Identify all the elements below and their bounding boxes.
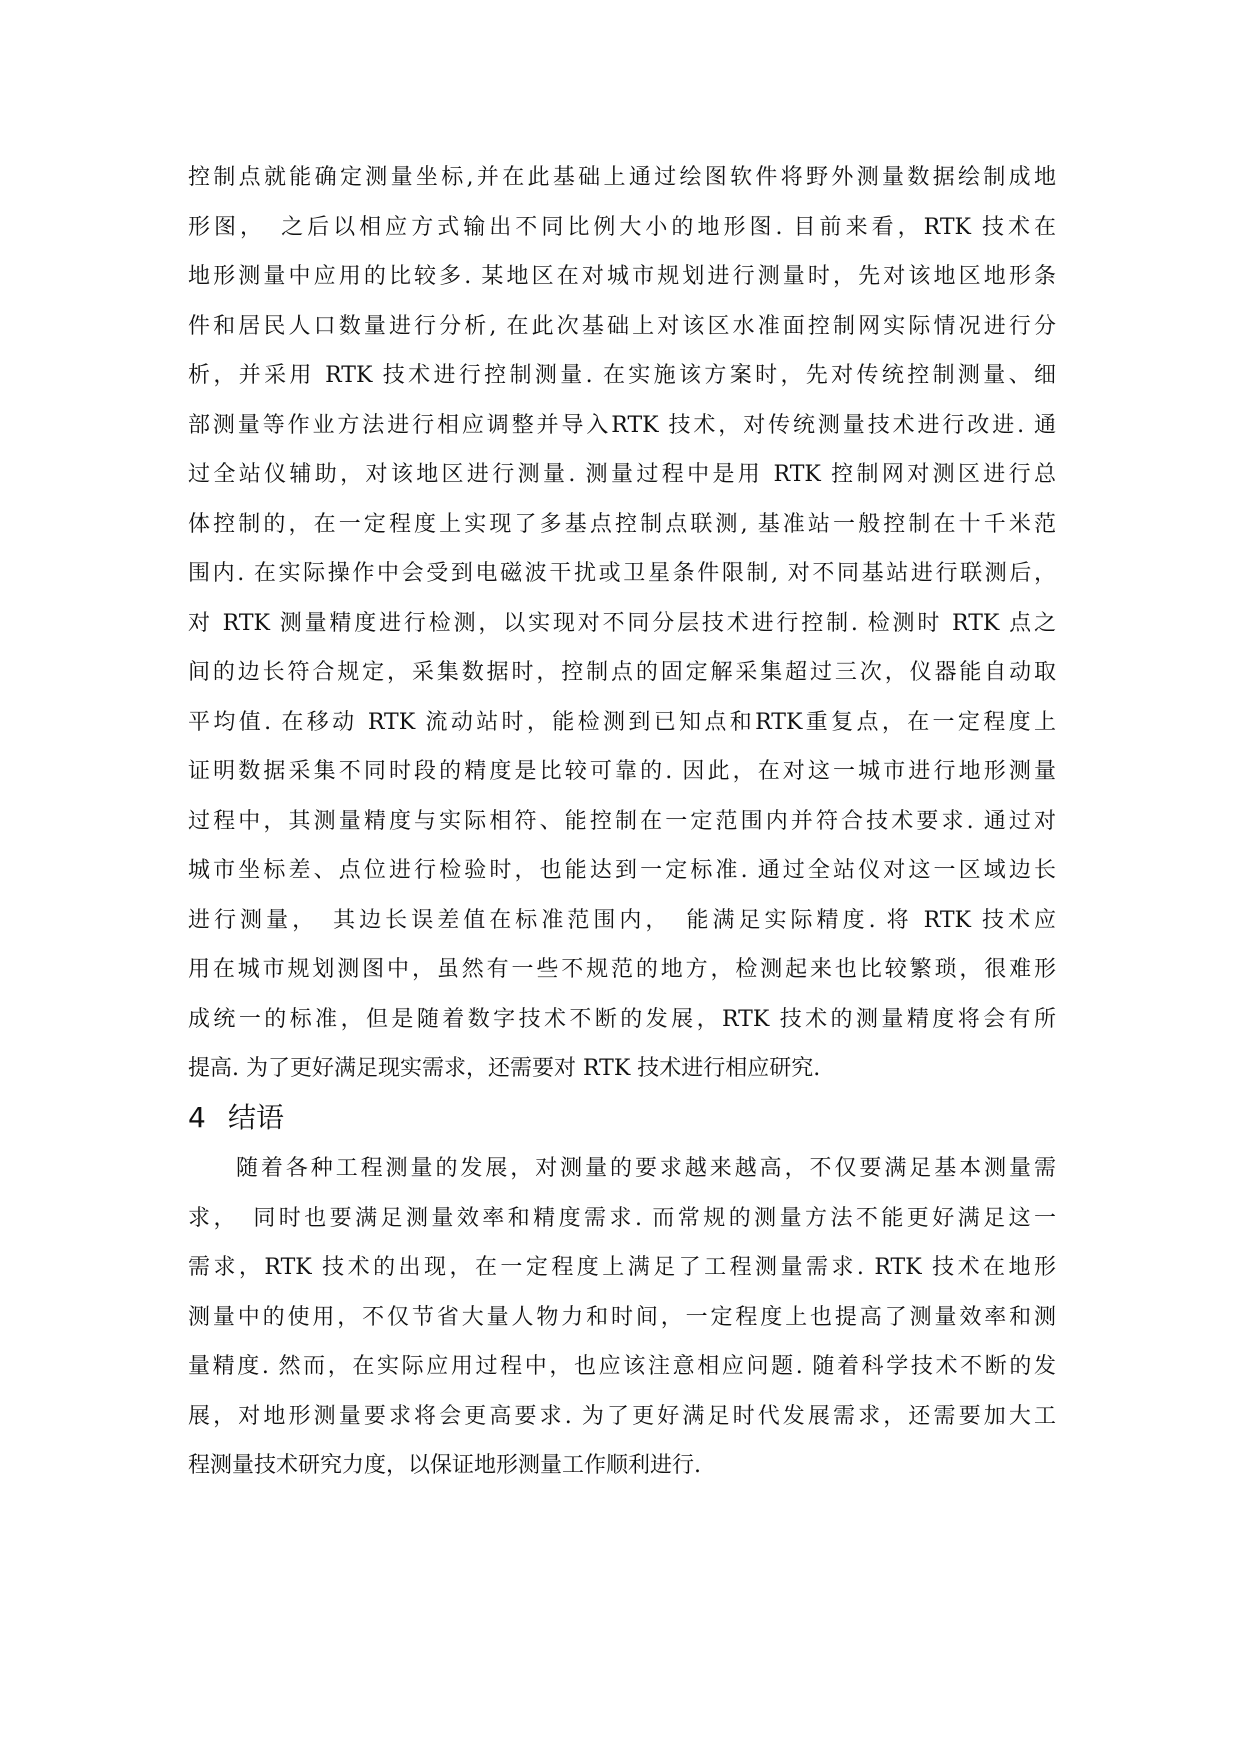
section-heading-conclusion [188, 1093, 284, 1143]
paragraph-line: 成统一的标准，但是随着数字技术不断的发展，RTK 技术的测量精度将会有所 [188, 1006, 1056, 1032]
section-title: 结语 [228, 1101, 285, 1134]
paragraph-line: 需求，RTK 技术的出现，在一定程度上满足了工程测量需求. RTK 技术在地形 [188, 1255, 1056, 1280]
paragraph-line: 求， 同时也要满足测量效率和精度需求. 而常规的测量方法不能更好满足这一 [188, 1205, 1056, 1231]
paragraph-line: 地形测量中应用的比较多. 某地区在对城市规划进行测量时，先对该地区地形条 [188, 264, 1056, 289]
paragraph-line: 程测量技术研究力度，以保证地形测量工作顺利进行. [188, 1453, 701, 1478]
paragraph-line: 形图， 之后以相应方式输出不同比例大小的地形图. 目前来看，RTK 技术在 [188, 214, 1056, 240]
paragraph-line: 平均值. 在移动 RTK 流动站时，能检测到已知点和RTK重复点，在一定程度上 [188, 709, 1056, 735]
body-paragraph-conclusion [188, 1144, 1056, 1491]
paragraph-line: 展，对地形测量要求将会更高要求. 为了更好满足时代发展需求，还需要加大工 [188, 1403, 1056, 1429]
paragraph-line: 进行测量， 其边长误差值在标准范围内， 能满足实际精度. 将 RTK 技术应 [188, 907, 1056, 933]
body-paragraph-rtk-application [188, 153, 1056, 1094]
paragraph-line: 对 RTK 测量精度进行检测，以实现对不同分层技术进行控制. 检测时 RTK 点之 [188, 610, 1056, 636]
paragraph-line: 用在城市规划测图中，虽然有一些不规范的地方，检测起来也比较繁琐，很难形 [188, 957, 1056, 982]
section-number: 4 [188, 1101, 206, 1134]
paragraph-line: 过全站仪辅助，对该地区进行测量. 测量过程中是用 RTK 控制网对测区进行总 [188, 462, 1056, 487]
paragraph-line: 随着各种工程测量的发展，对测量的要求越来越高，不仅要满足基本测量需 [236, 1156, 1056, 1181]
paragraph-line: 析，并采用 RTK 技术进行控制测量. 在实施该方案时，先对传统控制测量、细 [188, 363, 1056, 388]
paragraph-line: 部测量等作业方法进行相应调整并导入RTK 技术，对传统测量技术进行改进. 通 [188, 412, 1056, 438]
paragraph-line: 围内. 在实际操作中会受到电磁波干扰或卫星条件限制, 对不同基站进行联测后， [188, 561, 1056, 586]
paragraph-line: 件和居民人口数量进行分析, 在此次基础上对该区水准面控制网实际情况进行分 [188, 313, 1056, 339]
paragraph-line: 控制点就能确定测量坐标,并在此基础上通过绘图软件将野外测量数据绘制成地 [188, 165, 1056, 190]
paragraph-line: 提高. 为了更好满足现实需求，还需要对 RTK 技术进行相应研究. [188, 1056, 821, 1081]
paragraph-line: 间的边长符合规定，采集数据时，控制点的固定解采集超过三次，仪器能自动取 [188, 660, 1056, 685]
paragraph-line: 城市坐标差、点位进行检验时，也能达到一定标准. 通过全站仪对这一区域边长 [188, 858, 1056, 883]
paragraph-line: 测量中的使用，不仅节省大量人物力和时间，一定程度上也提高了测量效率和测 [188, 1304, 1056, 1330]
paragraph-line: 体控制的，在一定程度上实现了多基点控制点联测, 基准站一般控制在十千米范 [188, 511, 1056, 537]
paragraph-line: 证明数据采集不同时段的精度是比较可靠的. 因此，在对这一城市进行地形测量 [188, 759, 1056, 784]
paragraph-line: 过程中，其测量精度与实际相符、能控制在一定范围内并符合技术要求. 通过对 [188, 808, 1056, 834]
paragraph-line: 量精度. 然而，在实际应用过程中，也应该注意相应问题. 随着科学技术不断的发 [188, 1354, 1056, 1379]
